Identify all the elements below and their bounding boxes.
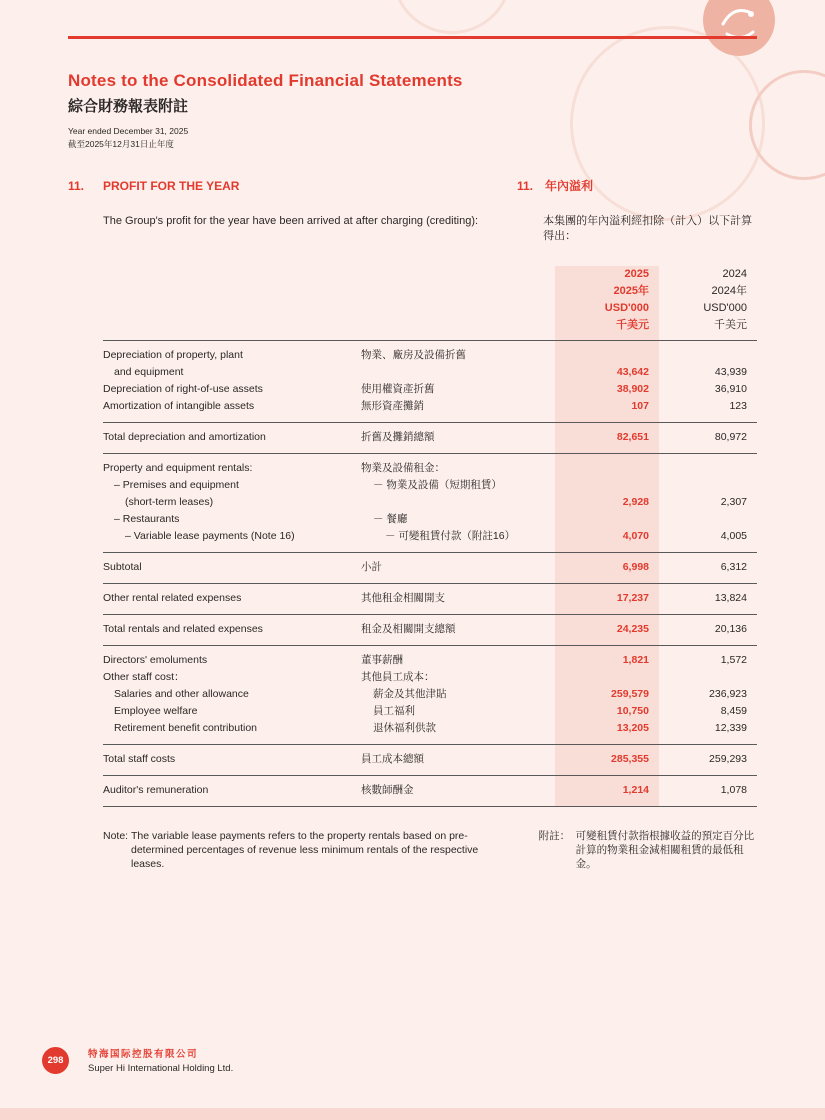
table-row [103,429,757,446]
row-label-en: Salaries and other allowance [114,688,249,700]
table-row [103,460,757,477]
note-label-en: Note: [103,830,129,842]
row-label-zh: 核數師酬金 [361,784,414,796]
value-2025: 13,205 [616,722,649,734]
header-2025-year-zh: 2025年 [613,285,649,297]
value-2024: 8,459 [720,705,747,717]
table-row [103,381,757,398]
row-label-zh: 薪金及其他津貼 [373,688,447,700]
header-2025-unit-zh: 千美元 [616,319,649,331]
page-title-en: Notes to the Consolidated Financial Statements [68,71,463,90]
company-block [88,1046,233,1074]
value-2025: 82,651 [616,431,649,443]
value-2024 [657,669,757,686]
value-2025 [557,347,657,364]
table-row [103,782,757,799]
row-label-zh: 租金及相關開支總額 [361,623,456,635]
value-2024: 1,078 [720,784,747,796]
table-row [103,528,757,545]
header-2024-year-zh: 2024年 [711,285,747,297]
value-2024: 80,972 [714,431,747,443]
page-title-zh: 綜合財務報表附註 [68,98,189,115]
row-label-zh: 退休福利供款 [373,722,436,734]
row-label-en: (short-term leases) [125,496,214,508]
row-label-zh: 物業及設備租金： [361,462,445,474]
row-label-zh: 折舊及攤銷總額 [361,431,435,443]
row-label-en: Employee welfare [114,705,198,717]
table-divider [103,775,757,776]
row-label-zh: 物業、廠房及設備折舊 [361,349,466,361]
row-label-en: and equipment [114,366,184,378]
table-row [103,703,757,720]
table-row [103,559,757,576]
table-divider [103,453,757,454]
value-2025: 10,750 [616,705,649,717]
value-2024: 13,824 [714,592,747,604]
value-2025: 38,902 [616,383,649,395]
value-2025: 43,642 [616,366,649,378]
row-label-zh: 員工福利 [373,705,415,717]
header-2024-year: 2024 [722,268,747,280]
value-2025: 1,214 [622,784,649,796]
section-number-zh: 11. [517,179,534,193]
page-footer [42,1046,233,1074]
value-2024: 236,923 [709,688,747,700]
value-2024: 1,572 [720,654,747,666]
row-label-en: Property and equipment rentals: [103,462,253,474]
profit-table [103,266,757,807]
page-content [0,36,825,871]
value-2025: 285,355 [611,753,649,765]
row-label-en: – Restaurants [114,513,180,525]
value-2025: 6,998 [622,561,649,573]
row-label-zh: 其他員工成本： [361,671,435,683]
row-label-zh: 無形資產攤銷 [361,400,424,412]
value-2024: 259,293 [709,753,747,765]
row-label-zh: 其他租金相關開支 [361,592,445,604]
table-row [103,751,757,768]
value-2024: 43,939 [714,366,747,378]
table-row [103,621,757,638]
section-heading-en [68,179,517,194]
table-divider [103,614,757,615]
company-name-zh: 特海国际控股有限公司 [88,1049,199,1060]
section-heading-zh [517,179,593,194]
value-2024 [657,511,757,528]
row-label-zh: 小計 [361,561,382,573]
note-text-en: The variable lease payments refers to the property rentals based on pre-determined percentages of revenue less minimum rentals of the respective leases. [131,830,479,870]
header-2025-unit: USD'000 [604,302,649,314]
value-2025: 1,821 [622,654,649,666]
value-2025 [557,511,657,528]
table-row [103,477,757,494]
value-2024 [657,477,757,494]
row-label-en: Auditor's remuneration [103,784,209,796]
value-2024 [657,347,757,364]
row-label-zh: － 物業及設備（短期租賃） [373,479,502,491]
value-2025 [557,460,657,477]
row-label-zh: － 餐廳 [373,513,408,525]
value-2024: 36,910 [714,383,747,395]
row-label-zh: 使用權資產折舊 [361,383,435,395]
table-row [103,590,757,607]
value-2025: 4,070 [622,530,649,542]
note-text-zh: 可變租賃付款指根據收益的預定百分比計算的物業租金減相關租賃的最低租金。 [575,830,755,870]
row-label-zh: 員工成本總額 [361,753,424,765]
row-label-en: Subtotal [103,561,142,573]
company-name-en: Super Hi International Holding Ltd. [88,1063,234,1074]
intro-row [68,214,757,244]
table-divider [103,645,757,646]
row-label-zh [361,494,557,511]
value-2025: 24,235 [616,623,649,635]
row-label-en: Retirement benefit contribution [114,722,257,734]
table-divider [103,552,757,553]
note-zh [539,829,757,871]
value-2024: 20,136 [714,623,747,635]
note-label-zh: 附註： [538,830,571,842]
decorative-circle-top-left [392,0,512,34]
row-label-en: Depreciation of right-of-use assets [103,383,263,395]
table-row [103,398,757,415]
table-divider [103,583,757,584]
row-label-en: – Variable lease payments (Note 16) [125,530,295,542]
value-2024: 123 [729,400,747,412]
section-heading-row [68,179,757,194]
value-2024 [657,460,757,477]
period-en: Year ended December 31, 2025 [68,126,189,136]
table-divider [103,744,757,745]
row-label-en: Directors' emoluments [103,654,208,666]
column-header-2024 [657,266,757,334]
note-en [103,829,485,871]
table-body [103,341,757,807]
header-2025-year: 2025 [624,268,649,280]
table-row [103,652,757,669]
value-2025 [557,669,657,686]
table-header [103,266,757,341]
row-label-en: Amortization of intangible assets [103,400,255,412]
row-label-en: Total staff costs [103,753,176,765]
row-label-zh [361,364,557,381]
table-row [103,364,757,381]
value-2024: 4,005 [720,530,747,542]
intro-text-en: The Group's profit for the year have been arrived at after charging (crediting): [103,215,479,227]
value-2025: 107 [631,400,649,412]
row-label-en: Total depreciation and amortization [103,431,266,443]
row-label-en: Other rental related expenses [103,592,242,604]
table-row [103,669,757,686]
value-2025: 259,579 [611,688,649,700]
row-label-zh: 董事薪酬 [361,654,403,666]
value-2024: 6,312 [720,561,747,573]
row-label-en: Total rentals and related expenses [103,623,263,635]
table-row [103,347,757,364]
row-label-en: Depreciation of property, plant [103,349,243,361]
value-2024: 12,339 [714,722,747,734]
top-rule [68,36,757,39]
table-row [103,686,757,703]
section-title-en: PROFIT FOR THE YEAR [103,179,240,193]
section-number-en: 11. [68,179,85,193]
intro-text-zh: 本集團的年內溢利經扣除（計入）以下計算得出： [543,215,753,242]
value-2024: 2,307 [720,496,747,508]
table-row [103,511,757,528]
period-zh: 截至2025年12月31日止年度 [68,139,174,149]
table-divider [103,422,757,423]
row-label-en: – Premises and equipment [114,479,239,491]
table-divider [103,806,757,807]
section-title-zh: 年內溢利 [545,179,594,193]
bottom-band [0,1108,825,1120]
note-row [68,829,757,871]
value-2025: 17,237 [616,592,649,604]
table-row [103,720,757,737]
table-row [103,494,757,511]
column-header-2025 [557,266,657,334]
value-2025: 2,928 [622,496,649,508]
header-2024-unit-zh: 千美元 [714,319,747,331]
header-2024-unit: USD'000 [703,302,747,314]
page-number-badge: 298 [42,1047,69,1074]
row-label-zh: － 可變租賃付款（附註16） [385,530,516,542]
value-2025 [557,477,657,494]
row-label-en: Other staff cost： [103,671,185,683]
